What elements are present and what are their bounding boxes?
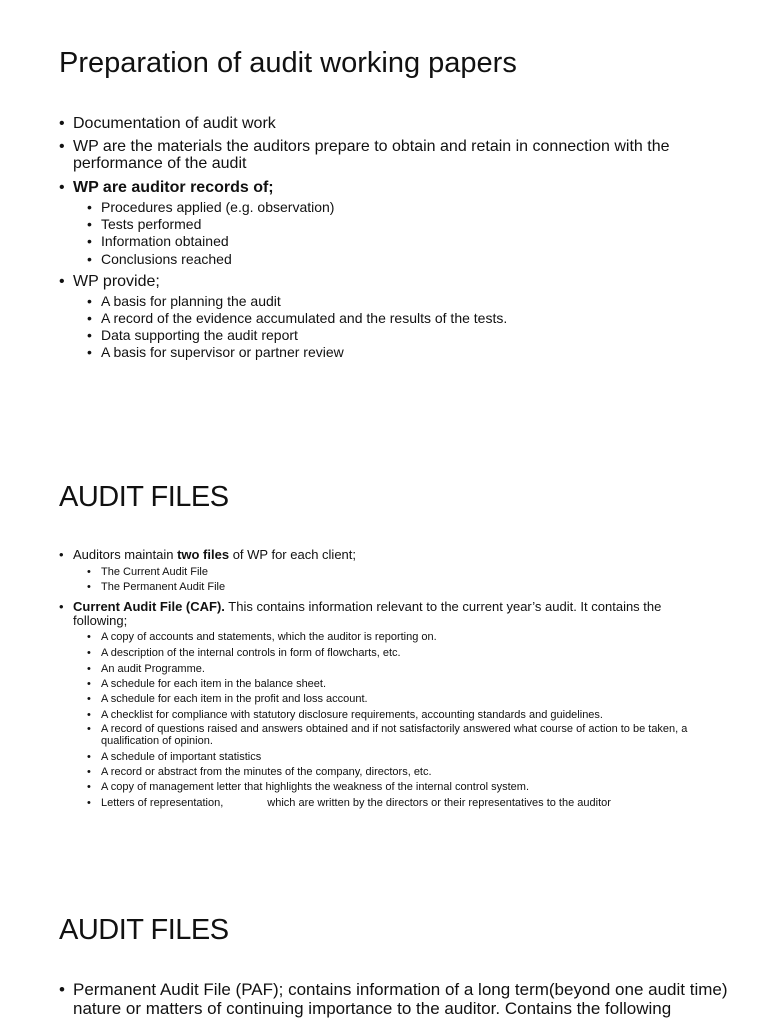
bullet-icon: • [87, 327, 92, 343]
bullet-icon: • [87, 751, 91, 763]
bullet-icon: • [59, 115, 65, 132]
sub-item-text: Information obtained [101, 233, 229, 249]
bullet-icon: • [87, 678, 91, 690]
bullet-icon: • [87, 709, 91, 721]
sub-item-text: Procedures applied (e.g. observation) [101, 199, 335, 215]
bullet-icon: • [87, 766, 91, 778]
sub-item-text: Tests performed [101, 216, 202, 232]
sub-item-text: A schedule of important statistics [101, 751, 262, 763]
sub-item-text: A basis for planning the audit [101, 293, 281, 309]
bullet-icon: • [87, 631, 91, 643]
sub-item-text: A record of the evidence accumulated and the results of the tests. [101, 310, 508, 326]
bullet-icon: • [87, 199, 92, 215]
sub-item-text: The Permanent Audit File [101, 581, 226, 593]
bullet-icon: • [59, 599, 64, 614]
item-text: WP are auditor records of; [73, 179, 274, 196]
slide-1-title: Preparation of audit working papers [59, 47, 517, 79]
sub-item-text: An audit Programme. [101, 663, 205, 675]
item-text: WP are the materials the auditors prepare to obtain and retain in connection with the performance of the audit [73, 138, 670, 172]
sub-item-text: A copy of accounts and statements, which the auditor is reporting on. [101, 631, 437, 643]
bullet-icon: • [59, 547, 64, 562]
letters-text-b: which are written by the directors or their representatives to the auditor [267, 797, 611, 809]
sub-item-text: A description of the internal controls in form of flowcharts, etc. [101, 647, 401, 659]
bullet-icon: • [87, 781, 91, 793]
bullet-icon: • [87, 797, 91, 809]
bullet-icon: • [87, 216, 92, 232]
bullet-icon: • [87, 344, 92, 360]
letters-text-a: Letters of representation, [101, 797, 224, 809]
sub-item-text: A schedule for each item in the balance sheet. [101, 678, 327, 690]
slide-2-title: AUDIT FILES [59, 481, 229, 513]
sub-item-text: Data supporting the audit report [101, 327, 298, 343]
bullet-icon: • [87, 251, 92, 267]
sub-item-text: A record of questions raised and answers obtained and if not satisfactorily answered what course of action to be taken, a qualification of opinion. [101, 723, 688, 747]
sub-item-text: A record or abstract from the minutes of the company, directors, etc. [101, 766, 432, 778]
bullet-icon: • [87, 581, 91, 593]
item-text: Documentation of audit work [73, 115, 276, 132]
caf-rest: This contains information relevant to the current year’s audit. It contains the following; [73, 599, 662, 628]
list-item [59, 980, 739, 1018]
bullet-icon: • [59, 980, 65, 999]
files-text-post: of WP for each client; [229, 547, 357, 562]
sub-item-text: The Current Audit File [101, 566, 208, 578]
bullet-icon: • [59, 179, 65, 196]
files-text-bold: two files [177, 547, 230, 562]
bullet-icon: • [59, 273, 65, 290]
caf-bold: Current Audit File (CAF). [73, 599, 225, 614]
item-text: WP provide; [73, 273, 160, 290]
bullet-icon: • [87, 310, 92, 326]
sub-item-text: A checklist for compliance with statutory disclosure requirements, accounting standards and guidelines. [101, 709, 603, 721]
bullet-icon: • [87, 566, 91, 578]
sub-item-text: A copy of management letter that highlights the weakness of the internal control system. [101, 781, 530, 793]
sub-item-text: A schedule for each item in the profit and loss account. [101, 693, 368, 705]
bullet-icon: • [87, 723, 91, 735]
bullet-icon: • [87, 233, 92, 249]
slide-3-title: AUDIT FILES [59, 914, 229, 946]
bullet-icon: • [87, 647, 91, 659]
sub-item-text: A basis for supervisor or partner review [101, 344, 344, 360]
bullet-icon: • [87, 663, 91, 675]
files-text-pre: Auditors maintain [73, 547, 178, 562]
bullet-icon: • [87, 693, 91, 705]
bullet-icon: • [87, 293, 92, 309]
item-text: Permanent Audit File (PAF); contains information of a long term(beyond one audit time) nature or matters of continuing importance to the auditor. Contains the following [73, 980, 728, 1018]
bullet-icon: • [59, 138, 65, 155]
sub-item-text: Conclusions reached [101, 251, 232, 267]
